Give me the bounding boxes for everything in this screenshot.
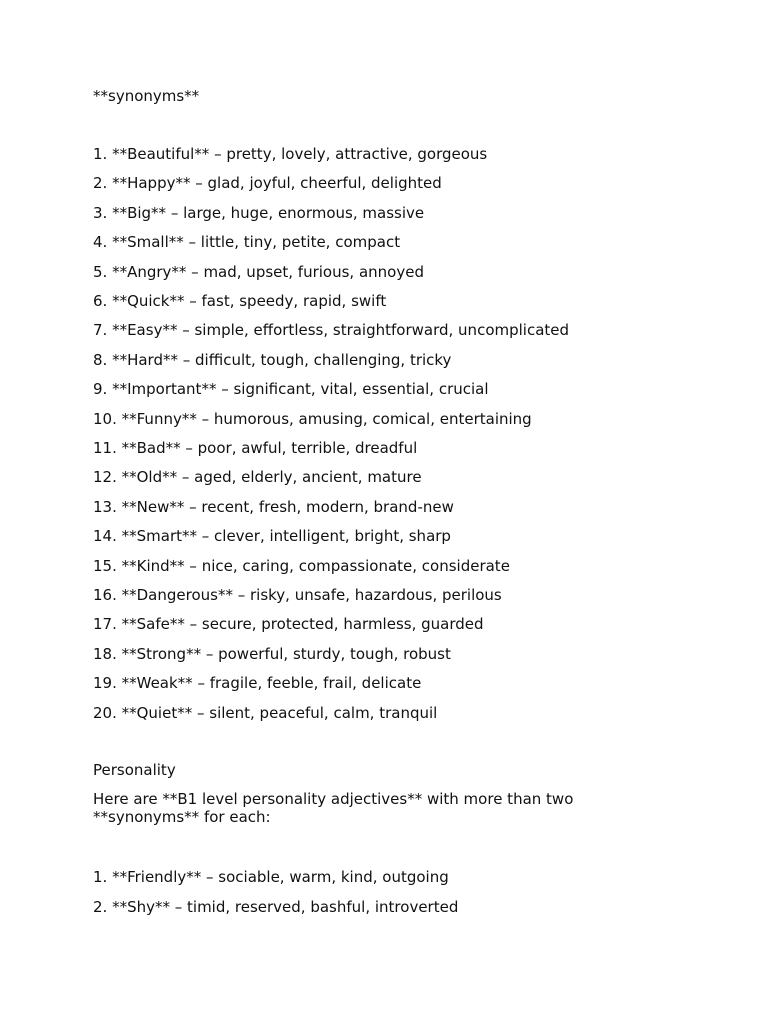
list-item: 5. **Angry** – mad, upset, furious, annoyed: [93, 262, 424, 281]
list-item: 1. **Friendly** – sociable, warm, kind, outgoing: [93, 868, 449, 886]
list-item: 3. **Big** – large, huge, enormous, massive: [93, 203, 425, 222]
list-item: 1. **Beautiful** – pretty, lovely, attractive, gorgeous: [93, 145, 488, 163]
list-item: 12. **Old** – aged, elderly, ancient, mature: [93, 468, 422, 487]
list-item: 20. **Quiet** – silent, peaceful, calm, tranquil: [93, 703, 438, 722]
list-item: 6. **Quick** – fast, speedy, rapid, swift: [93, 292, 387, 310]
list-item: 2. **Happy** – glad, joyful, cheerful, delighted: [93, 174, 442, 193]
list-item: 10. **Funny** – humorous, amusing, comical, entertaining: [93, 409, 532, 428]
list-item: 16. **Dangerous** – risky, unsafe, hazardous, perilous: [93, 586, 502, 604]
list-item: 15. **Kind** – nice, caring, compassionate, considerate: [93, 556, 510, 575]
document-heading: **synonyms**: [93, 87, 200, 105]
list-item: 8. **Hard** – difficult, tough, challenging, tricky: [93, 350, 452, 369]
list-item: 11. **Bad** – poor, awful, terrible, dreadful: [93, 439, 418, 457]
list-item: 9. **Important** – significant, vital, essential, crucial: [93, 380, 489, 399]
list-item: 18. **Strong** – powerful, sturdy, tough, robust: [93, 644, 451, 663]
list-item: 19. **Weak** – fragile, feeble, frail, delicate: [93, 674, 422, 693]
list-item: 2. **Shy** – timid, reserved, bashful, introverted: [93, 898, 459, 916]
list-item: 4. **Small** – little, tiny, petite, compact: [93, 233, 401, 252]
list-item: 13. **New** – recent, fresh, modern, brand-new: [93, 497, 454, 516]
list-item: 14. **Smart** – clever, intelligent, bright, sharp: [93, 527, 451, 546]
intro-paragraph: Here are **B1 level personality adjectives** with more than two **synonyms** for each:: [93, 790, 574, 826]
section-title: Personality: [93, 761, 176, 779]
list-item: 17. **Safe** – secure, protected, harmless, guarded: [93, 615, 484, 634]
list-item: 7. **Easy** – simple, effortless, straightforward, uncomplicated: [93, 321, 570, 340]
